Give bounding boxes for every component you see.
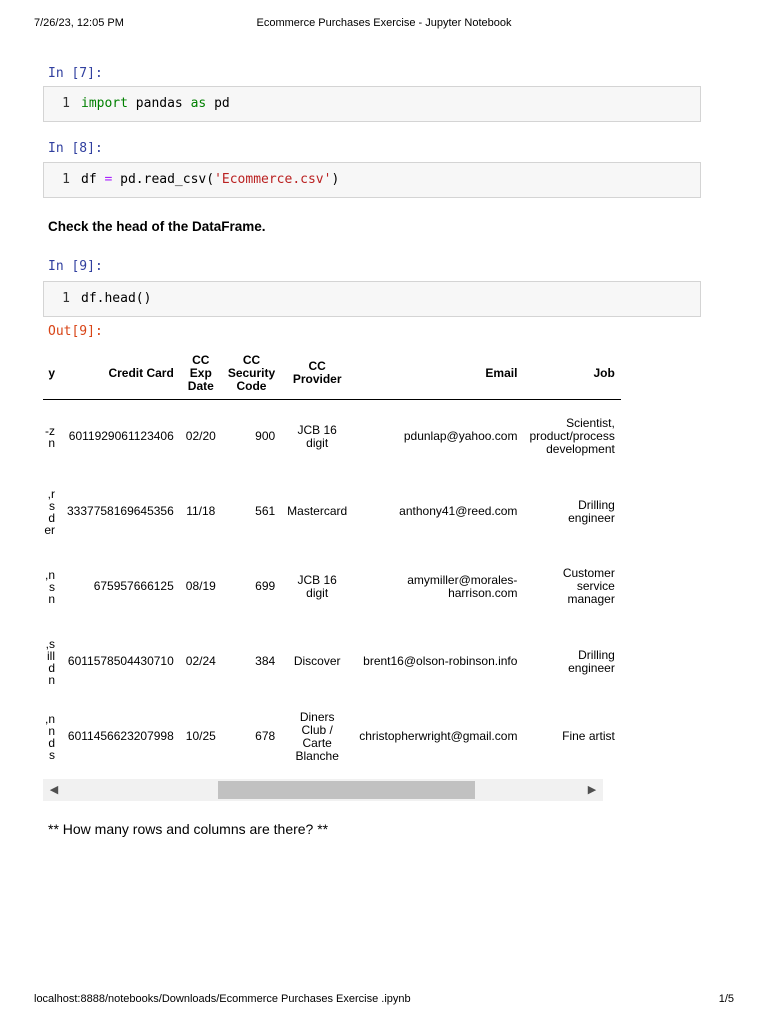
column-header-email: Email <box>353 348 523 399</box>
print-footer <box>34 993 734 1007</box>
table-row <box>43 399 621 474</box>
cell-cc-provider: JCB 16 digit <box>297 422 337 450</box>
column-header-job: Job <box>523 348 620 399</box>
column-header-cut: y <box>43 348 61 399</box>
cell-cc-security-code: 561 <box>255 504 276 518</box>
cell-job: Fine artist <box>562 729 615 743</box>
line-number: 1 <box>62 96 70 111</box>
cell-job: Drilling engineer <box>568 497 615 525</box>
dataframe-output <box>43 348 615 803</box>
line-number: 1 <box>62 172 70 187</box>
print-datetime: 7/26/23, 12:05 PM <box>34 17 124 29</box>
code-cell-read-csv[interactable] <box>43 162 701 198</box>
markdown-question: ** How many rows and columns are there? ** <box>48 821 329 837</box>
code-line[interactable]: df = pd.read_csv('Ecommerce.csv') <box>81 172 340 187</box>
cell-email: amymiller@morales- harrison.com <box>407 572 518 600</box>
table-header-row <box>43 348 621 399</box>
column-header-cc-provider: CC Provider <box>281 348 353 399</box>
cell-prompt-in-8: In [8]: <box>48 141 103 156</box>
cell-credit-card: 6011578504430710 <box>67 654 174 668</box>
code-line[interactable]: import pandas as pd <box>81 96 230 111</box>
cell-cc-exp-date: 10/25 <box>185 729 216 743</box>
scroll-left-arrow-icon[interactable]: ◀ <box>49 784 59 796</box>
cell-job: Drilling engineer <box>568 647 615 675</box>
cell-cut: z- n <box>45 423 55 450</box>
print-page-number: 1/5 <box>718 993 734 1005</box>
cell-cc-provider: Mastercard <box>287 504 348 518</box>
code-cell-head[interactable] <box>43 281 701 317</box>
cell-credit-card: 675957666125 <box>93 579 174 593</box>
line-number: 1 <box>62 291 70 306</box>
cell-cc-provider: Diners Club / Carte Blanche <box>295 709 339 763</box>
cell-credit-card: 6011929061123406 <box>68 429 174 444</box>
cell-cc-provider: Discover <box>293 654 341 668</box>
cell-cc-exp-date: 08/19 <box>185 579 216 593</box>
cell-job: Scientist, product/process development <box>529 416 615 457</box>
cell-cut: n, n d s <box>44 711 55 762</box>
dataframe-table <box>43 348 621 774</box>
print-title: Ecommerce Purchases Exercise - Jupyter Notebook <box>256 17 512 29</box>
column-header-cc-exp-date: CC Exp Date <box>180 348 222 399</box>
table-row <box>43 624 621 699</box>
code-cell-import[interactable] <box>43 86 701 122</box>
cell-cut: n, s n <box>44 567 55 606</box>
markdown-heading: Check the head of the DataFrame. <box>48 219 266 234</box>
cell-cc-exp-date: 11/18 <box>186 504 216 518</box>
cell-cc-provider: JCB 16 digit <box>297 572 337 600</box>
print-url: localhost:8888/notebooks/Downloads/Ecommerce Purchases Exercise .ipynb <box>34 993 411 1005</box>
cell-email: pdunlap@yahoo.com <box>403 429 518 444</box>
cell-prompt-in-9: In [9]: <box>48 259 103 274</box>
cell-credit-card: 6011456623207998 <box>67 729 174 743</box>
cell-prompt-in-7: In [7]: <box>48 66 103 81</box>
scrollbar-thumb[interactable] <box>218 781 475 799</box>
cell-job: Customer service manager <box>562 566 615 606</box>
cell-cut: s, ill d n <box>45 636 55 687</box>
print-header <box>34 17 734 31</box>
code-line[interactable]: df.head() <box>81 291 152 306</box>
table-row <box>43 699 621 774</box>
table-row <box>43 474 621 549</box>
cell-cc-security-code: 678 <box>255 729 276 743</box>
scroll-right-arrow-icon[interactable]: ▶ <box>587 784 597 796</box>
cell-email: brent16@olson-robinson.info <box>363 654 518 668</box>
column-header-credit-card: Credit Card <box>61 348 180 399</box>
cell-cc-exp-date: 02/24 <box>185 654 216 668</box>
horizontal-scrollbar[interactable] <box>43 779 603 801</box>
cell-cc-exp-date: 02/20 <box>185 429 216 444</box>
cell-email: anthony41@reed.com <box>399 504 518 518</box>
cell-cut: r, s d er <box>44 486 55 537</box>
column-header-cc-security-code: CC Security Code <box>222 348 281 399</box>
table-row <box>43 549 621 624</box>
cell-email: christopherwright@gmail.com <box>359 729 518 743</box>
cell-cc-security-code: 699 <box>255 579 276 593</box>
cell-prompt-out-9: Out[9]: <box>48 324 103 339</box>
cell-cc-security-code: 900 <box>255 429 276 444</box>
cell-credit-card: 3337758169645356 <box>67 504 174 518</box>
cell-cc-security-code: 384 <box>255 654 276 668</box>
